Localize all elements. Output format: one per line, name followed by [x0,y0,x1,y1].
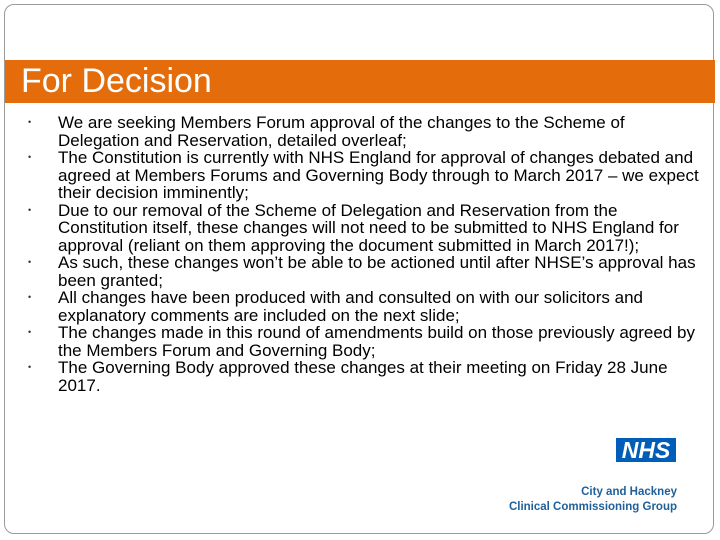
bullet-item [24,149,704,202]
bullet-text: The Constitution is currently with NHS England for approval of changes debated and agreed at Members Forums and Governing Body through to March 2017 – we expect their decision imminently; [58,148,699,202]
bullet-text: Due to our removal of the Scheme of Delegation and Reservation from the Constitution itself, these changes will not need to be submitted to NHS England for approval (reliant on them approving the document submitted in March 2017!); [58,200,679,255]
bullet-text: We are seeking Members Forum approval of the changes to the Scheme of Delegation and Reservation, detailed overleaf; [58,113,625,150]
bullet-item [24,202,704,255]
bullet-marker: • [28,117,32,127]
bullet-marker: • [28,152,32,162]
bullet-item [24,114,704,149]
nhs-logo-text: NHS [621,437,671,463]
bullet-marker: • [28,204,32,215]
bullet-marker: • [28,257,32,267]
bullet-marker: • [28,362,32,372]
bullet-item [24,254,704,289]
ccg-name-line2: Clinical Commissioning Group [508,501,677,513]
bullet-text: All changes have been produced with and consulted on with our solicitors and explanatory comments are included on the next slide; [58,288,643,325]
slide-title: For Decision [21,62,212,100]
bullet-item [24,289,704,324]
ccg-name [509,485,677,515]
title-bar [5,60,715,103]
ccg-name-line1: City and Hackney [581,486,677,498]
bullet-marker: • [28,327,32,337]
bullet-item [24,359,704,394]
bullet-text: The Governing Body approved these changes at their meeting on Friday 28 June 2017. [58,358,668,395]
bullet-list [24,114,704,394]
bullet-text: As such, these changes won’t be able to be actioned until after NHSE’s approval has been granted; [58,253,696,290]
bullet-text: The changes made in this round of amendments build on those previously agreed by the Members Forum and Governing Body; [58,323,695,360]
bullet-item [24,324,704,359]
bullet-marker: • [28,292,32,302]
nhs-logo [616,438,676,462]
